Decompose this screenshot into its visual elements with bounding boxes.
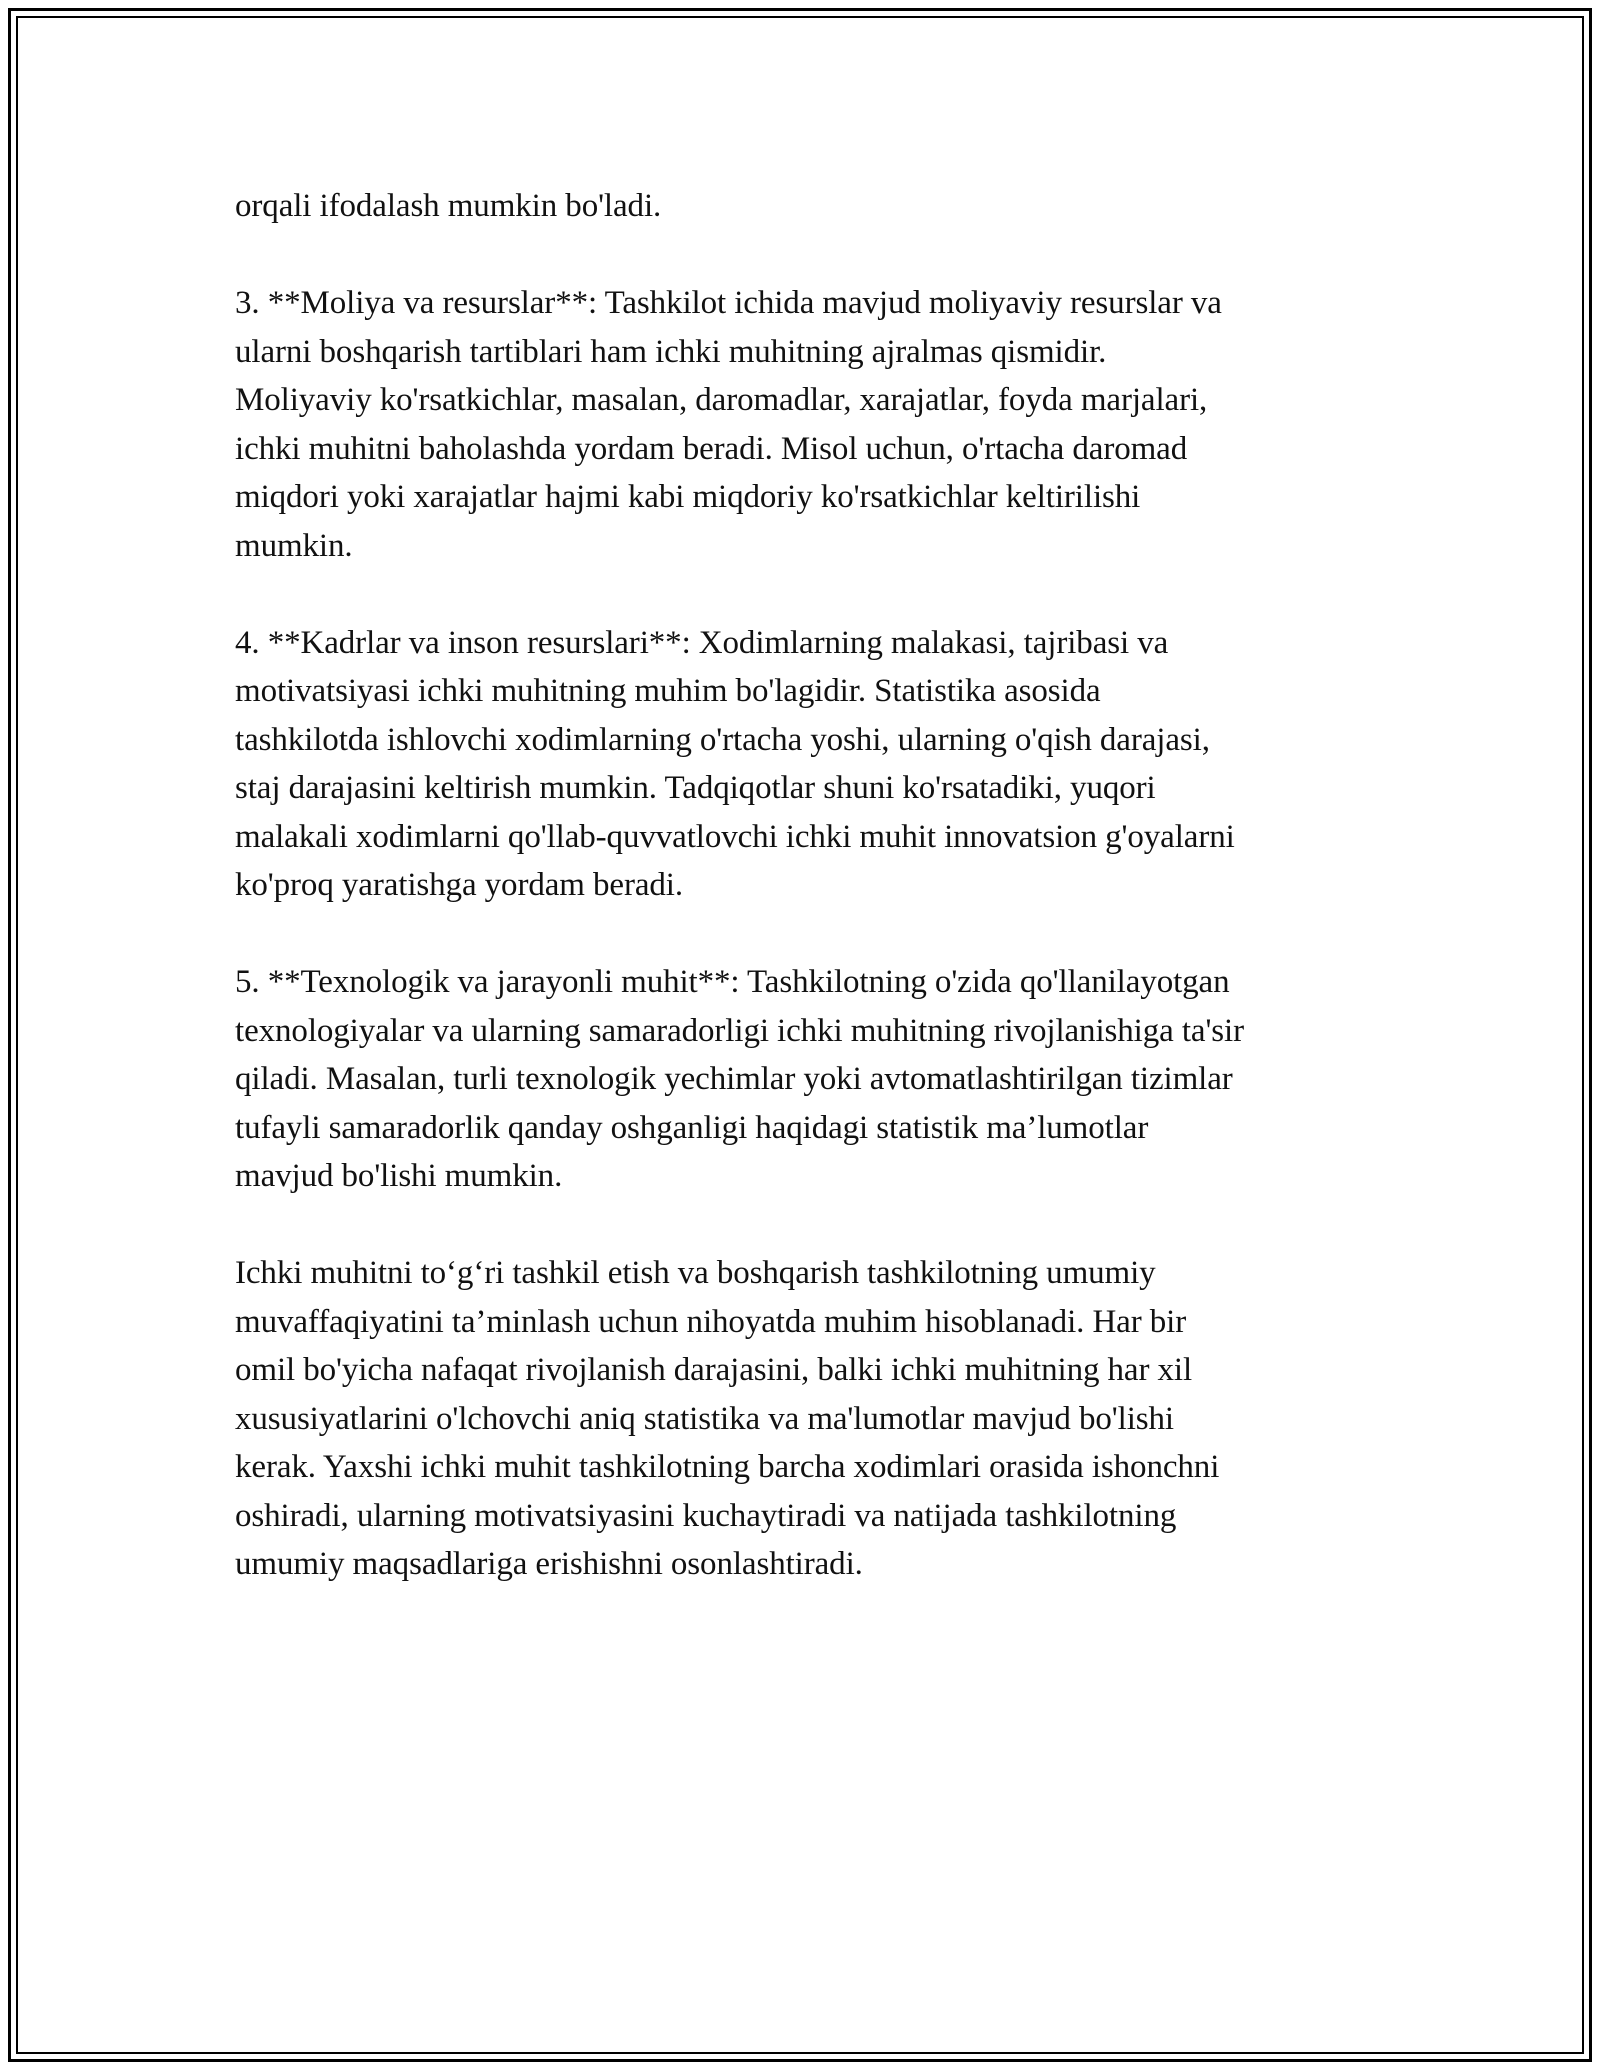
text-line: orqali ifodalash mumkin bo'ladi. bbox=[235, 188, 662, 224]
text-line: mavjud bo'lishi mumkin. bbox=[235, 1158, 563, 1194]
text-line: staj darajasini keltirish mumkin. Tadqiqotlar shuni ko'rsatadiki, yuqori bbox=[235, 770, 1156, 806]
text-line: xususiyatlarini o'lchovchi aniq statistika va ma'lumotlar mavjud bo'lishi bbox=[235, 1400, 1174, 1437]
text-line: Moliyaviy ko'rsatkichlar, masalan, daromadlar, xarajatlar, foyda marjalari, bbox=[235, 382, 1208, 418]
document-body bbox=[235, 182, 1385, 1589]
paragraph-technology-process bbox=[235, 958, 1385, 1201]
text-line: qiladi. Masalan, turli texnologik yechimlar yoki avtomatlashtirilgan tizimlar bbox=[235, 1061, 1233, 1097]
text-line: malakali xodimlarni qo'llab-quvvatlovchi ichki muhit innovatsion g'oyalarni bbox=[235, 818, 1235, 855]
text-line: ularni boshqarish tartiblari ham ichki muhitning ajralmas qismidir. bbox=[235, 333, 1107, 370]
text-line: tufayli samaradorlik qanday oshganligi haqidagi statistik ma’lumotlar bbox=[235, 1109, 1149, 1146]
text-line: ichki muhitni baholashda yordam beradi. Misol uchun, o'rtacha daromad bbox=[235, 430, 1188, 467]
text-line: muvaffaqiyatini ta’minlash uchun nihoyatda muhim hisoblanadi. Har bir bbox=[235, 1303, 1187, 1340]
paragraph-finance-resources bbox=[235, 279, 1385, 570]
text-line: omil bo'yicha nafaqat rivojlanish darajasini, balki ichki muhitning har xil bbox=[235, 1352, 1193, 1388]
text-line: tashkilotda ishlovchi xodimlarning o'rtacha yoshi, ularning o'qish darajasi, bbox=[235, 721, 1210, 758]
text-line: 3. **Moliya va resurslar**: Tashkilot ichida mavjud moliyaviy resurslar va bbox=[235, 285, 1222, 321]
text-line: texnologiyalar va ularning samaradorligi ichki muhitning rivojlanishiga ta'sir bbox=[235, 1012, 1244, 1049]
text-line: 4. **Kadrlar va inson resurslari**: Xodimlarning malakasi, tajribasi va bbox=[235, 624, 1169, 661]
text-line: mumkin. bbox=[235, 527, 353, 564]
paragraph-conclusion bbox=[235, 1249, 1385, 1589]
text-line: ko'proq yaratishga yordam beradi. bbox=[235, 867, 684, 903]
text-line: Ichki muhitni to‘g‘ri tashkil etish va boshqarish tashkilotning umumiy bbox=[235, 1255, 1156, 1291]
text-line: 5. **Texnologik va jarayonli muhit**: Tashkilotning o'zida qo'llanilayotgan bbox=[235, 964, 1230, 1000]
text-line: kerak. Yaxshi ichki muhit tashkilotning barcha xodimlari orasida ishonchni bbox=[235, 1449, 1220, 1485]
paragraph-continuation bbox=[235, 182, 1385, 231]
text-line: motivatsiyasi ichki muhitning muhim bo'lagidir. Statistika asosida bbox=[235, 673, 1101, 709]
paragraph-human-resources bbox=[235, 619, 1385, 910]
text-line: oshiradi, ularning motivatsiyasini kuchaytiradi va natijada tashkilotning bbox=[235, 1497, 1177, 1534]
text-line: umumiy maqsadlariga erishishni osonlashtiradi. bbox=[235, 1546, 863, 1582]
text-line: miqdori yoki xarajatlar hajmi kabi miqdoriy ko'rsatkichlar keltirilishi bbox=[235, 479, 1141, 515]
